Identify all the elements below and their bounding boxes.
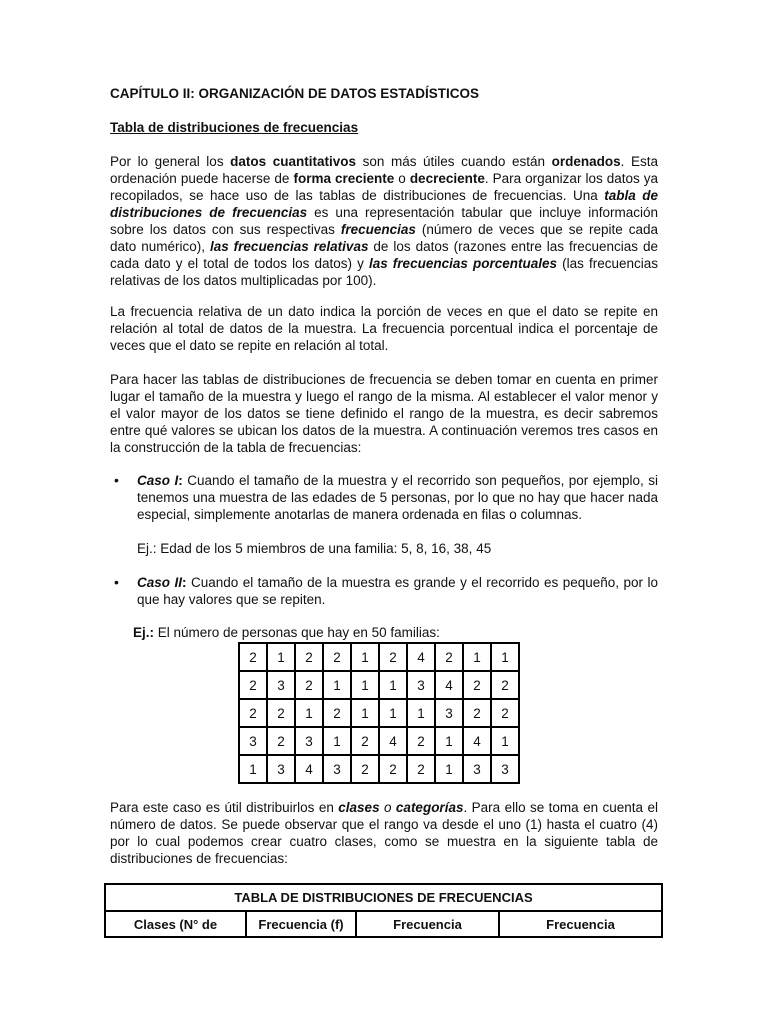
case-1-description: Caso I: Cuando el tamaño de la muestra y el recorrido son pequeños, por ejemplo, si tenemos una muestra de las edades de 5 personas, por lo que no hay que hacer nada especial, simplemente anotarlas de manera ordenada en filas o columnas.	[137, 473, 659, 522]
grid-cell: 4	[295, 755, 323, 783]
grid-cell: 3	[267, 755, 295, 783]
grid-row	[239, 727, 519, 755]
header-percent-frequency: Frecuencia	[499, 911, 662, 937]
grid-cell: 2	[323, 643, 351, 671]
paragraph-table-construction: Para hacer las tablas de distribuciones de frecuencia se deben tomar en cuenta en primer lugar el tamaño de la muestra y luego el rango de la misma. Al establecer el valor menor y el valor mayor de los datos se tiene definido el rango de la muestra, es decir sabremos entre qué valores se ubican los datos de la muestra. A continuación veremos tres casos en la construcción de la tabla de frecuencias:	[110, 372, 658, 455]
case-2-description: Caso II: Cuando el tamaño de la muestra es grande y el recorrido es pequeño, por lo que hay valores que se repiten.	[137, 575, 659, 607]
grid-cell: 3	[323, 755, 351, 783]
case-2-example-label: Ej.:	[133, 625, 155, 640]
header-classes: Clases (N° de	[105, 911, 246, 937]
grid-cell: 2	[295, 643, 323, 671]
section-title: Tabla de distribuciones de frecuencias	[110, 120, 359, 135]
bullet-case-1: •	[114, 472, 119, 488]
grid-cell: 1	[351, 671, 379, 699]
grid-cell: 1	[351, 643, 379, 671]
grid-cell: 2	[435, 643, 463, 671]
grid-cell: 2	[463, 671, 491, 699]
grid-cell: 4	[435, 671, 463, 699]
grid-cell: 2	[379, 755, 407, 783]
header-frequency-f: Frecuencia (f)	[246, 911, 356, 937]
grid-row	[239, 755, 519, 783]
grid-cell: 1	[239, 755, 267, 783]
bullet-case-2: •	[114, 574, 119, 590]
grid-cell: 3	[239, 727, 267, 755]
grid-cell: 2	[463, 699, 491, 727]
grid-cell: 2	[407, 755, 435, 783]
grid-cell: 2	[407, 727, 435, 755]
grid-cell: 3	[491, 755, 519, 783]
paragraph-intro: Por lo general los datos cuantitativos son más útiles cuando están ordenados. Esta ordenación puede hacerse de forma creciente o decreciente. Para organizar los datos ya recopilados, se hace uso de las tablas de distribuciones de frecuencias. Una tabla de distribuciones de frecuencias es una representación tabular que incluye información sobre los datos con sus respectivas frecuencias (número de veces que se repite cada dato numérico), las frecuencias relativas de los datos (razones entre las frecuencias de cada dato y el total de todos los datos) y las frecuencias porcentuales (las frecuencias relativas de los datos multiplicadas por 100).	[110, 154, 659, 288]
grid-cell: 2	[239, 643, 267, 671]
grid-cell: 2	[491, 671, 519, 699]
grid-cell: 4	[407, 643, 435, 671]
grid-cell: 1	[323, 671, 351, 699]
grid-cell: 1	[463, 643, 491, 671]
grid-cell: 2	[323, 699, 351, 727]
grid-cell: 2	[239, 671, 267, 699]
grid-cell: 3	[267, 671, 295, 699]
grid-cell: 1	[491, 727, 519, 755]
frequency-table-title: TABLA DE DISTRIBUCIONES DE FRECUENCIAS	[105, 884, 662, 911]
grid-cell: 1	[267, 643, 295, 671]
grid-cell: 1	[351, 699, 379, 727]
grid-cell: 1	[491, 643, 519, 671]
grid-cell: 3	[295, 727, 323, 755]
grid-row	[239, 671, 519, 699]
grid-cell: 4	[379, 727, 407, 755]
case-2-example-text: El número de personas que hay en 50 familias:	[154, 625, 440, 640]
grid-cell: 3	[435, 699, 463, 727]
grid-cell: 1	[323, 727, 351, 755]
paragraph-classes: Para este caso es útil distribuirlos en clases o categorías. Para ello se toma en cuenta el número de datos. Se puede observar que el rango va desde el uno (1) hasta el cuatro (4) por lo cual podemos crear cuatro clases, como se muestra en la siguiente tabla de distribuciones de frecuencias:	[110, 800, 658, 866]
grid-cell: 4	[463, 727, 491, 755]
grid-cell: 1	[435, 755, 463, 783]
case-2-example	[133, 624, 440, 641]
grid-cell: 1	[379, 671, 407, 699]
grid-cell: 1	[379, 699, 407, 727]
grid-cell: 2	[379, 643, 407, 671]
grid-cell: 3	[407, 671, 435, 699]
family-size-data-grid	[238, 642, 520, 784]
frequency-distribution-table	[104, 883, 663, 938]
grid-cell: 2	[267, 727, 295, 755]
case-1-example: Ej.: Edad de los 5 miembros de una familia: 5, 8, 16, 38, 45	[137, 541, 492, 556]
grid-cell: 2	[239, 699, 267, 727]
grid-cell: 1	[407, 699, 435, 727]
grid-cell: 1	[435, 727, 463, 755]
grid-cell: 2	[491, 699, 519, 727]
header-relative-frequency: Frecuencia	[356, 911, 499, 937]
grid-row	[239, 699, 519, 727]
grid-row	[239, 643, 519, 671]
grid-cell: 3	[463, 755, 491, 783]
paragraph-relative-frequency: La frecuencia relativa de un dato indica la porción de veces en que el dato se repite en relación al total de datos de la muestra. La frecuencia porcentual indica el porcentaje de veces que el dato se repite en relación al total.	[110, 304, 658, 353]
grid-cell: 2	[267, 699, 295, 727]
grid-cell: 2	[295, 671, 323, 699]
grid-cell: 1	[295, 699, 323, 727]
chapter-title: CAPÍTULO II: ORGANIZACIÓN DE DATOS ESTADÍSTICOS	[110, 86, 480, 101]
grid-cell: 2	[351, 727, 379, 755]
grid-cell: 2	[351, 755, 379, 783]
